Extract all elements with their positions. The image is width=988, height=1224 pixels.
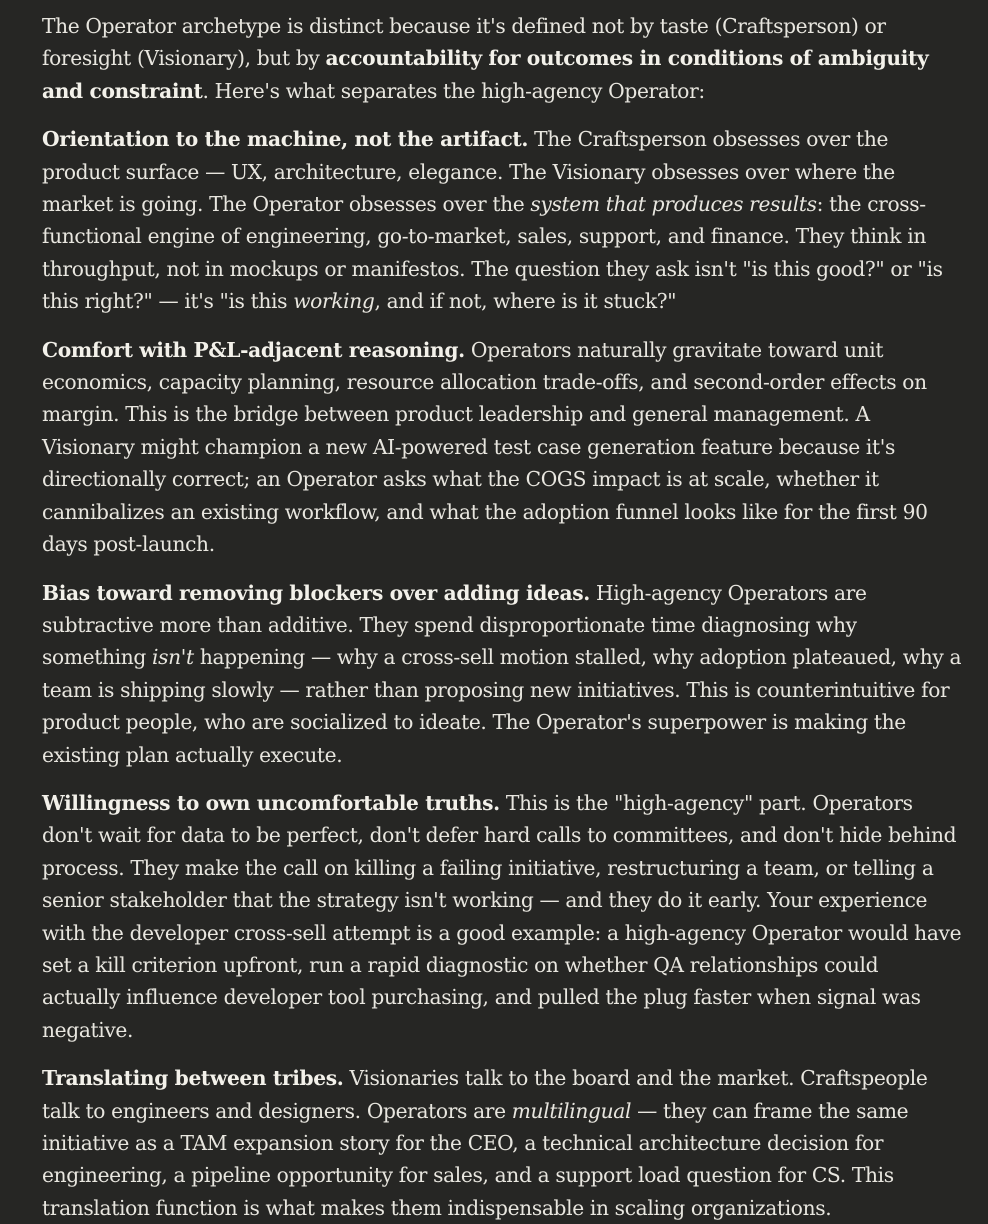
orientation-italic-system: system that produces results — [530, 192, 817, 217]
bias-text: High-agency Operators are subtractive more than additive. They spend disproportionate time diagnosing why something — [42, 580, 867, 670]
orientation-text: The Craftsperson obsesses over the product surface — UX, architecture, elegance. The Visionary obsesses over where the market is going. The Operator obsesses over the — [42, 127, 895, 217]
truths-heading: Willingness to own uncomfortable truths. — [42, 790, 500, 815]
tribes-paragraph — [42, 1062, 962, 1224]
bias-paragraph — [42, 577, 962, 771]
orientation-italic-working: working — [293, 289, 375, 314]
orientation-paragraph — [42, 123, 962, 317]
pnl-paragraph — [42, 334, 962, 561]
pnl-text: Operators naturally gravitate toward unit economics, capacity planning, resource allocation trade-offs, and second-order effects on margin. This is the bridge between product leadership and general management. A Visionary might champion a new AI-powered test case generation feature because it's directionally correct; an Operator asks what the COGS impact is at scale, whether it cannibalizes an existing workflow, and what the adoption funnel looks like for the first 90 days post-launch. — [42, 337, 928, 557]
intro-text: The Operator archetype is distinct because it's defined not by taste (Craftsperson) or foresight (Visionary), but by — [42, 14, 886, 71]
bias-heading: Bias toward removing blockers over adding ideas. — [42, 580, 590, 605]
tribes-italic-multilingual: multilingual — [511, 1098, 632, 1123]
bias-italic-isnt: isn't — [152, 645, 194, 670]
bias-text-end: happening — why a cross-sell motion stalled, why adoption plateaued, why a team is shipping slowly — rather than proposing new initiatives. This is counterintuitive for product people, who are socialized to ideate. The Operator's superpower is making the existing plan actually execute. — [42, 645, 962, 767]
truths-paragraph — [42, 787, 962, 1046]
tribes-text-end: — they can frame the same initiative as a TAM expansion story for the CEO, a technical architecture decision for engineering, a pipeline opportunity for sales, and a support load question for CS. This translation function is what makes them indispensable in scaling organizations. — [42, 1098, 909, 1220]
tribes-text: Visionaries talk to the board and the market. Craftspeople talk to engineers and designers. Operators are — [42, 1066, 928, 1123]
pnl-heading: Comfort with P&L-adjacent reasoning. — [42, 337, 465, 362]
intro-emphasis: accountability for outcomes in conditions of ambiguity and constraint — [42, 46, 929, 103]
truths-text: This is the "high-agency" part. Operators don't wait for data to be perfect, don't defer hard calls to committees, and don't hide behind process. They make the call on killing a failing initiative, restructuring a team, or telling a senior stakeholder that the strategy isn't working — and they do it early. Your experience with the developer cross-sell attempt is a good example: a high-agency Operator would have set a kill criterion upfront, run a rapid diagnostic on whether QA relationships could actually influence developer tool purchasing, and pulled the plug faster when signal was negative. — [42, 790, 962, 1042]
intro-paragraph — [42, 10, 962, 107]
tribes-heading: Translating between tribes. — [42, 1066, 344, 1091]
intro-text-end: . Here's what separates the high-agency Operator: — [202, 78, 705, 103]
orientation-text-mid: : the cross-functional engine of engineering, go-to-market, sales, support, and finance. They think in throughput, not in mockups or manifestos. The question they ask isn't "is this good?" or "is this right?" — it's "is this — [42, 192, 943, 314]
orientation-heading: Orientation to the machine, not the artifact. — [42, 127, 529, 152]
orientation-text-end: , and if not, where is it stuck?" — [374, 289, 677, 314]
